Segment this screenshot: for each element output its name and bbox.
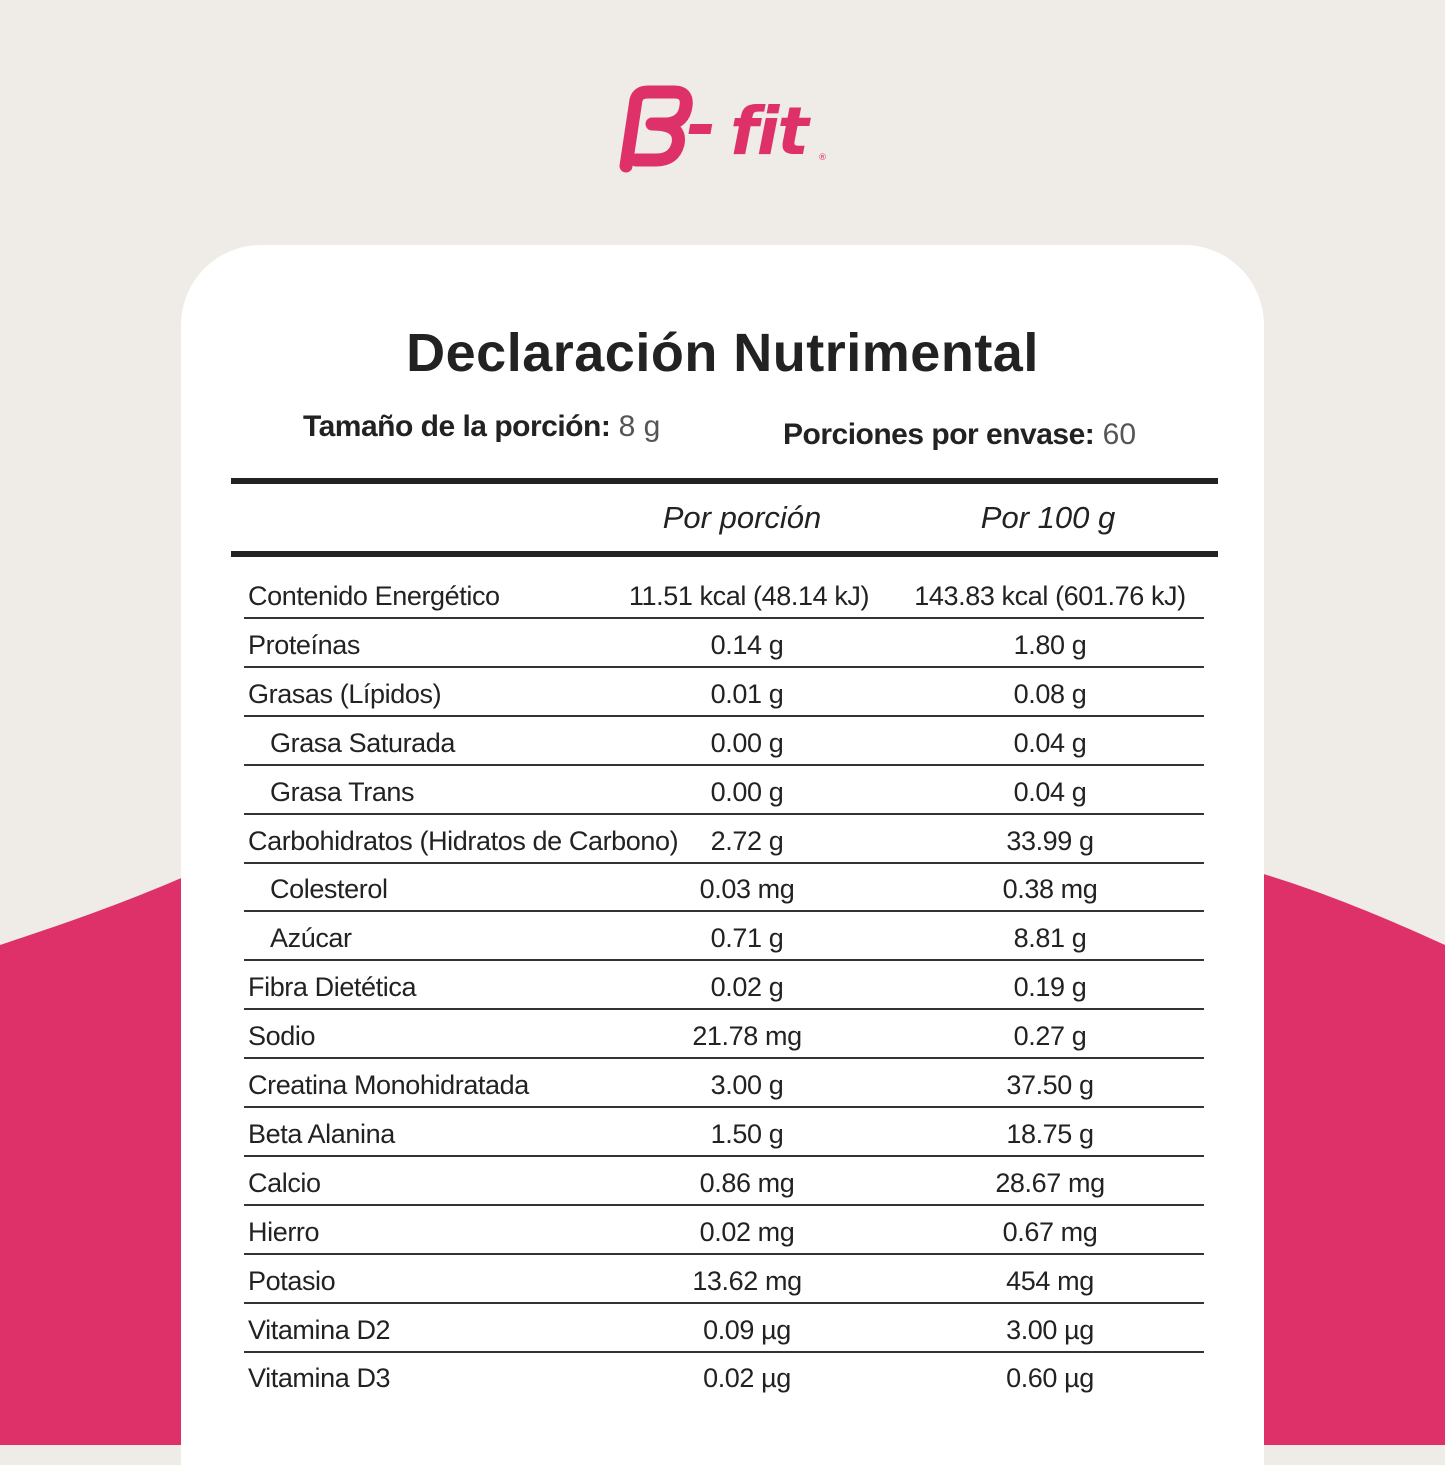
value-per-100g: 3.00 µg bbox=[1006, 1314, 1094, 1345]
table-row bbox=[244, 1157, 1204, 1206]
value-per-100g: 37.50 g bbox=[1006, 1070, 1094, 1100]
nutrient-label: Hierro bbox=[248, 1216, 320, 1247]
value-per-serving: 2.72 g bbox=[710, 825, 784, 856]
value-per-serving: 1.50 g bbox=[710, 1118, 784, 1149]
value-per-100g: 143.83 kcal (601.76 kJ) bbox=[914, 581, 1186, 611]
value-per-100g: 0.08 g bbox=[1013, 678, 1087, 709]
nutrient-label: Proteínas bbox=[248, 629, 360, 660]
servings-per-container-value: 60 bbox=[1102, 418, 1137, 451]
value-per-serving: 0.00 g bbox=[710, 727, 784, 758]
nutrient-label: Beta Alanina bbox=[248, 1118, 395, 1149]
value-per-serving: 0.00 g bbox=[710, 776, 784, 807]
value-per-serving: 0.09 µg bbox=[703, 1314, 791, 1345]
table-row bbox=[244, 766, 1204, 815]
value-per-serving: 21.78 mg bbox=[692, 1021, 802, 1052]
column-header-per-serving: Por porción bbox=[662, 500, 822, 535]
table-row bbox=[244, 570, 1204, 619]
serving-size bbox=[303, 410, 660, 444]
table-row bbox=[244, 815, 1204, 864]
value-per-100g: 28.67 mg bbox=[995, 1167, 1105, 1198]
table-row bbox=[244, 619, 1204, 668]
nutrient-label: Grasas (Lípidos) bbox=[248, 678, 442, 709]
nutrient-label: Vitamina D3 bbox=[248, 1363, 391, 1394]
table-row bbox=[244, 1206, 1204, 1255]
value-per-100g: 0.19 g bbox=[1013, 972, 1087, 1003]
nutrient-label: Carbohidratos (Hidratos de Carbono) bbox=[248, 825, 679, 856]
nutrient-label: Fibra Dietética bbox=[248, 972, 417, 1003]
servings-per-container-label: Porciones por envase: bbox=[783, 418, 1095, 451]
nutrient-label: Grasa Saturada bbox=[270, 727, 456, 758]
brand-logo bbox=[612, 80, 842, 175]
table-row bbox=[244, 1255, 1204, 1304]
nutrient-label: Sodio bbox=[248, 1021, 316, 1052]
table-row bbox=[244, 717, 1204, 766]
value-per-100g: 1.80 g bbox=[1013, 629, 1087, 660]
value-per-serving: 3.00 g bbox=[710, 1070, 784, 1100]
table-row bbox=[244, 912, 1204, 961]
value-per-100g: 0.04 g bbox=[1013, 776, 1087, 807]
nutrient-label: Creatina Monohidratada bbox=[248, 1070, 529, 1100]
table-row bbox=[244, 863, 1204, 912]
nutrient-label: Contenido Energético bbox=[248, 581, 500, 611]
nutrient-label: Grasa Trans bbox=[270, 776, 415, 807]
table-row bbox=[244, 961, 1204, 1010]
table-row bbox=[244, 1108, 1204, 1157]
table-row bbox=[244, 1010, 1204, 1059]
value-per-serving: 0.01 g bbox=[710, 678, 784, 709]
value-per-100g: 8.81 g bbox=[1013, 923, 1087, 954]
value-per-100g: 0.27 g bbox=[1013, 1021, 1087, 1052]
nutrient-label: Calcio bbox=[248, 1167, 321, 1198]
value-per-serving: 0.71 g bbox=[710, 923, 784, 954]
value-per-serving: 0.02 g bbox=[710, 972, 784, 1003]
serving-size-value: 8 g bbox=[618, 410, 661, 443]
column-header-per-100g: Por 100 g bbox=[980, 500, 1116, 535]
value-per-serving: 0.02 µg bbox=[703, 1363, 791, 1394]
value-per-100g: 0.04 g bbox=[1013, 727, 1087, 758]
serving-size-label: Tamaño de la porción: bbox=[303, 410, 611, 443]
nutrient-label: Vitamina D2 bbox=[248, 1314, 391, 1345]
value-per-100g: 0.67 mg bbox=[1002, 1216, 1098, 1247]
table-row bbox=[244, 1352, 1204, 1401]
b-fit-logo-icon bbox=[612, 80, 842, 175]
value-per-100g: 454 mg bbox=[1006, 1265, 1094, 1296]
value-per-100g: 33.99 g bbox=[1006, 825, 1094, 856]
value-per-serving: 0.86 mg bbox=[699, 1167, 795, 1198]
value-per-serving: 11.51 kcal (48.14 kJ) bbox=[628, 581, 870, 611]
header-rule bbox=[231, 551, 1218, 557]
value-per-100g: 18.75 g bbox=[1006, 1118, 1094, 1149]
value-per-serving: 13.62 mg bbox=[692, 1265, 802, 1296]
nutrient-label: Potasio bbox=[248, 1265, 336, 1296]
value-per-serving: 0.14 g bbox=[710, 629, 784, 660]
servings-per-container bbox=[783, 418, 1136, 452]
table-row bbox=[244, 1304, 1204, 1353]
svg-text:fit: fit bbox=[730, 93, 807, 170]
svg-text:®: ® bbox=[818, 153, 827, 163]
table-row bbox=[244, 668, 1204, 717]
value-per-serving: 0.03 mg bbox=[699, 874, 795, 905]
top-rule bbox=[231, 478, 1218, 484]
value-per-100g: 0.38 mg bbox=[1002, 874, 1098, 905]
page-title: Declaración Nutrimental bbox=[406, 323, 1039, 383]
value-per-100g: 0.60 µg bbox=[1006, 1363, 1094, 1394]
nutrient-label: Colesterol bbox=[270, 874, 388, 905]
nutrient-label: Azúcar bbox=[270, 923, 352, 954]
value-per-serving: 0.02 mg bbox=[699, 1216, 795, 1247]
table-row bbox=[244, 1059, 1204, 1108]
